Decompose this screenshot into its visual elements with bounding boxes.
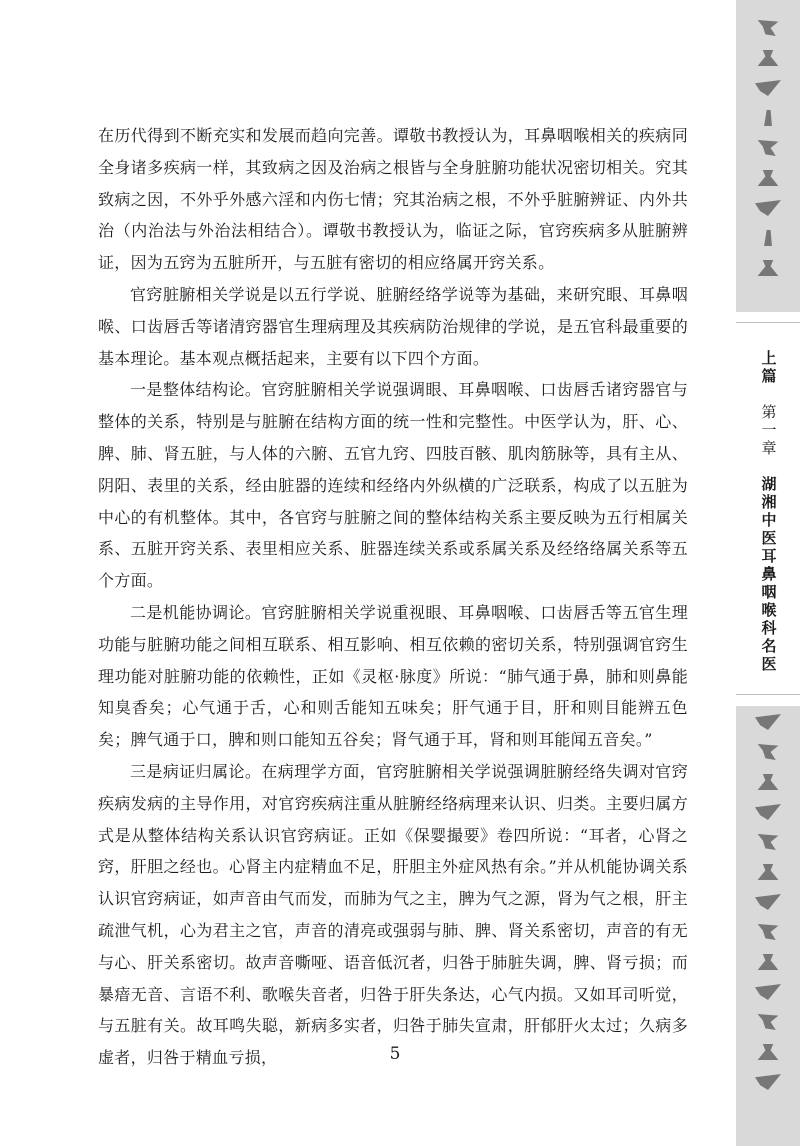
martial-figure-icon xyxy=(755,1074,781,1090)
martial-figure-icon xyxy=(755,744,781,760)
paragraph-3: 一是整体结构论。官窍脏腑相关学说强调眼、耳鼻咽喉、口齿唇舌诸窍器官与整体的关系，特别是与脏腑在结构方面的统一性和完整性。中医学认为，肝、心、脾、肺、肾五脏，与人体的六腑、五官九窍、四肢百骸、肌肉筋脉等，具有主从、阴阳、表里的关系，经由脏器的连续和经络内外纵横的广泛联系，构成了以五脏为中心的有机整体。其中，各官窍与脏腑之间的整体结构关系主要反映为五行相属关系、五脏开窍关系、表里相应关系、脏器连续关系或系属关系及经络络属关系等五个方面。 xyxy=(98,380,688,591)
divider-line xyxy=(736,322,800,323)
chapter-sidebar xyxy=(736,0,800,1146)
martial-figure-icon xyxy=(755,140,781,156)
martial-figure-icon xyxy=(755,954,781,970)
divider-line xyxy=(736,694,800,695)
martial-figure-icon xyxy=(755,924,781,940)
paragraph-5: 三是病证归属论。在病理学方面，官窍脏腑相关学说强调脏腑经络失调对官窍疾病发病的主导作用，对官窍疾病注重从脏腑经络病理来认识、归类。主要归属方式是从整体结构关系认识官窍病证。正如《保婴撮要》卷四所说：“耳者，心肾之窍，肝胆之经也。心肾主内症精血不足，肝胆主外症风热有余。”并从机能协调关系认识官窍病证，如声音由气而发，而肺为气之主，脾为气之源，肾为气之根，肝主疏泄气机，心为君主之官，声音的清亮或强弱与肺、脾、肾关系密切，声音的有无与心、肝关系密切。故声音嘶哑、语音低沉者，归咎于肺脏失调，脾、肾亏损；而暴瘖无音、言语不利、歌喉失音者，归咎于肝失条达，心气内损。又如耳司听觉，与五脏有关。故耳鸣失聪，新病多实者，归咎于肺失宣肃，肝郁肝火太过；久病多虚者，归咎于精血亏损， xyxy=(98,761,688,1068)
paragraph-4: 二是机能协调论。官窍脏腑相关学说重视眼、耳鼻咽喉、口齿唇舌等五官生理功能与脏腑功能之间相互联系、相互影响、相互依赖的密切关系，特别强调官窍生理功能对脏腑功能的依赖性，正如《灵枢·脉度》所说：“肺气通于鼻，肺和则鼻能知臭香矣；心气通于舌，心和则舌能知五味矣；肝气通于目，肝和则目能辨五色矣；脾气通于口，脾和则口能知五谷矣；肾气通于耳，肾和则耳能闻五音矣。” xyxy=(98,602,688,750)
martial-figure-icon xyxy=(755,774,781,790)
martial-figure-icon xyxy=(755,230,781,246)
martial-figure-icon xyxy=(755,864,781,880)
martial-figure-icon xyxy=(755,984,781,1000)
martial-figure-icon xyxy=(755,834,781,850)
chapter-number: 第一章 xyxy=(759,404,778,458)
martial-figure-icon xyxy=(755,260,781,276)
martial-figure-icon xyxy=(755,50,781,66)
decorative-band-bottom xyxy=(736,706,800,1146)
martial-figures-top xyxy=(746,20,790,290)
martial-figures-bottom xyxy=(746,714,790,1104)
paragraph-2: 官窍脏腑相关学说是以五行学说、脏腑经络学说等为基础，来研究眼、耳鼻咽喉、口齿唇舌等诸清窍器官生理病理及其疾病防治规律的学说，是五官科最重要的基本理论。基本观点概括起来，主要有以下四个方面。 xyxy=(98,284,688,368)
martial-figure-icon xyxy=(755,80,781,96)
martial-figure-icon xyxy=(755,200,781,216)
main-text xyxy=(98,120,688,1074)
martial-figure-icon xyxy=(755,894,781,910)
martial-figure-icon xyxy=(755,1044,781,1060)
paragraph-1: 在历代得到不断充实和发展而趋向完善。谭敬书教授认为，耳鼻咽喉相关的疾病同全身诸多疾病一样，其致病之因及治病之根皆与全身脏腑功能状况密切相关。究其致病之因，不外乎外感六淫和内伤七情；究其治病之根，不外乎脏腑辨证、内外共治（内治法与外治法相结合）。谭敬书教授认为，临证之际，官窍疾病多从脏腑辨证，因为五窍为五脏所开，与五脏有密切的相应络属开窍关系。 xyxy=(98,126,688,273)
martial-figure-icon xyxy=(755,170,781,186)
martial-figure-icon xyxy=(755,20,781,36)
part-label: 上篇 xyxy=(759,350,778,386)
decorative-band-top xyxy=(736,0,800,312)
martial-figure-icon xyxy=(755,1014,781,1030)
page-number: 5 xyxy=(389,1044,401,1064)
martial-figure-icon xyxy=(755,804,781,820)
chapter-label xyxy=(736,350,800,674)
chapter-title: 湖湘中医耳鼻咽喉科名医 xyxy=(759,476,778,674)
martial-figure-icon xyxy=(755,110,781,126)
martial-figure-icon xyxy=(755,714,781,730)
